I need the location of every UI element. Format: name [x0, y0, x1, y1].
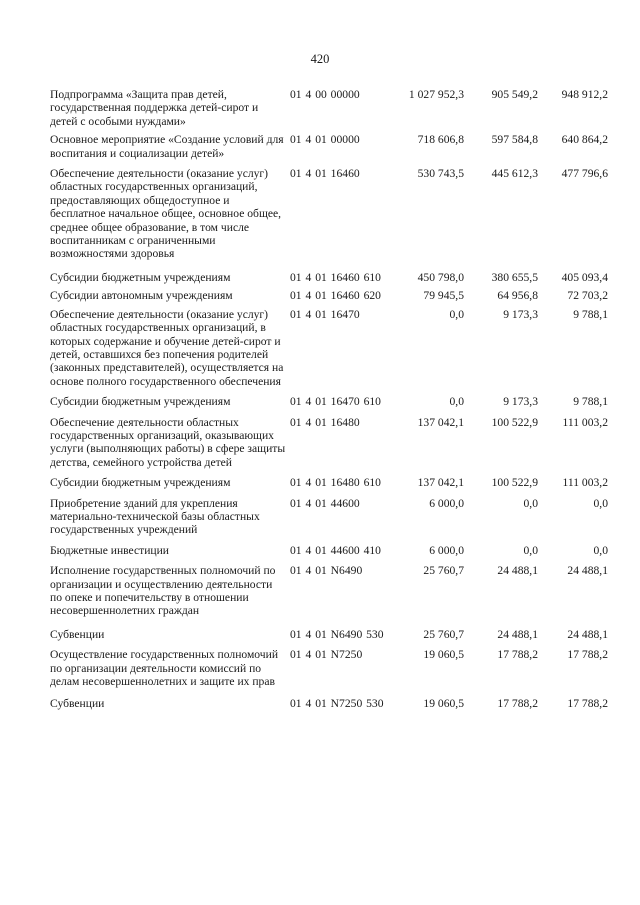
- row-value-2: 24 488,1: [497, 564, 538, 578]
- row-value-1: 6 000,0: [429, 496, 464, 510]
- row-value-2: 64 956,8: [497, 289, 538, 303]
- row-value-1: 0,0: [449, 395, 464, 409]
- row-value-1: 19 060,5: [423, 648, 464, 662]
- row-value-3: 9 788,1: [573, 307, 608, 321]
- row-name: Субвенции: [50, 627, 105, 641]
- row-name: Осуществление государственных полномочий по организации деятельности комиссий по делам несовершеннолетних и защите их прав: [50, 648, 279, 689]
- row-name: Субсидии автономным учреждениям: [50, 289, 233, 303]
- row-value-3: 17 788,2: [567, 697, 608, 711]
- row-value-3: 72 703,2: [567, 289, 608, 303]
- row-code: 01 4 00 00000: [290, 88, 360, 101]
- row-value-1: 0,0: [449, 307, 464, 321]
- table-row: [50, 564, 616, 618]
- row-name: Субсидии бюджетным учреждениям: [50, 395, 231, 409]
- row-value-3: 477 796,6: [561, 167, 608, 181]
- row-value-1: 450 798,0: [417, 270, 464, 284]
- table-row: [50, 308, 616, 388]
- row-value-2: 0,0: [523, 543, 538, 557]
- row-value-2: 905 549,2: [491, 88, 538, 101]
- row-value-1: 530 743,5: [417, 167, 464, 181]
- row-code: 01 4 01 16460 610: [290, 270, 381, 284]
- row-name: Обеспечение деятельности (оказание услуг) областных государственных организаций, в которых содержание и обучение детей-сирот и детей, оставшихся без попечения родителей (законных представителей), осуществляется на основе полного государственного обеспечения: [50, 307, 284, 388]
- row-value-1: 1 027 952,3: [408, 88, 464, 101]
- table-row: [50, 416, 616, 470]
- row-name: Обеспечение деятельности (оказание услуг) областных государственных организаций, предоставляющих общедоступное и бесплатное начальное общее, основное общее, среднее общее образование, в том числе воспитанникам с ограниченными возможностями здоровья: [50, 167, 282, 261]
- row-code: 01 4 01 16460: [290, 167, 360, 181]
- row-code: 01 4 01 16470 610: [290, 395, 381, 409]
- row-value-3: 24 488,1: [567, 564, 608, 578]
- table-row: [50, 476, 616, 489]
- table-row: [50, 544, 616, 557]
- row-value-1: 718 606,8: [417, 133, 464, 147]
- row-value-3: 640 864,2: [561, 133, 608, 147]
- row-value-3: 0,0: [593, 496, 608, 510]
- row-code: 01 4 01 16460 620: [290, 289, 381, 303]
- row-value-2: 17 788,2: [497, 648, 538, 662]
- row-value-2: 380 655,5: [491, 270, 538, 284]
- budget-table: [50, 88, 616, 711]
- row-code: 01 4 01 44600 410: [290, 543, 381, 557]
- row-value-3: 9 788,1: [573, 395, 608, 409]
- row-value-1: 6 000,0: [429, 543, 464, 557]
- table-row: [50, 648, 616, 688]
- page-number: 420: [310, 52, 330, 66]
- row-value-2: 100 522,9: [491, 415, 538, 429]
- row-value-1: 137 042,1: [417, 476, 464, 490]
- row-name: Обеспечение деятельности областных государственных организаций, оказывающих услуги (выполняющих работы) в сфере защиты детства, семейного устройства детей: [50, 415, 286, 469]
- row-code: 01 4 01 N6490: [290, 564, 363, 578]
- table-row: [50, 697, 616, 710]
- table-row: [50, 289, 616, 302]
- row-value-2: 9 173,3: [503, 395, 538, 409]
- row-name: Подпрограмма «Защита прав детей, государственная поддержка детей-сирот и детей с особыми нуждами»: [50, 88, 259, 128]
- row-value-3: 111 003,2: [562, 476, 608, 490]
- table-row: [50, 497, 616, 537]
- row-code: 01 4 01 16480: [290, 415, 360, 429]
- row-name: Субвенции: [50, 697, 105, 711]
- row-code: 01 4 01 N7250 530: [290, 697, 384, 711]
- row-value-2: 445 612,3: [491, 167, 538, 181]
- row-value-2: 9 173,3: [503, 307, 538, 321]
- row-value-2: 0,0: [523, 496, 538, 510]
- row-name: Субсидии бюджетным учреждениям: [50, 270, 231, 284]
- row-code: 01 4 01 N6490 530: [290, 627, 384, 641]
- row-value-1: 19 060,5: [423, 697, 464, 711]
- row-value-1: 79 945,5: [423, 289, 464, 303]
- row-code: 01 4 01 00000: [290, 133, 360, 147]
- row-code: 01 4 01 44600: [290, 496, 360, 510]
- row-value-2: 597 584,8: [491, 133, 538, 147]
- table-row: [50, 271, 616, 284]
- row-name: Исполнение государственных полномочий по организации и осуществлению деятельности по опеке и попечительству в отношении несовершеннолетних граждан: [50, 564, 276, 618]
- row-value-3: 17 788,2: [567, 648, 608, 662]
- row-code: 01 4 01 16470: [290, 307, 360, 321]
- row-value-1: 25 760,7: [423, 627, 464, 641]
- row-value-3: 111 003,2: [562, 415, 608, 429]
- row-value-1: 25 760,7: [423, 564, 464, 578]
- table-row: [50, 395, 616, 408]
- row-value-2: 17 788,2: [497, 697, 538, 711]
- row-code: 01 4 01 16480 610: [290, 476, 381, 490]
- row-name: Основное мероприятие «Создание условий для воспитания и социализации детей»: [50, 133, 284, 160]
- table-row: [50, 88, 616, 128]
- table-row: [50, 167, 616, 261]
- row-code: 01 4 01 N7250: [290, 648, 363, 662]
- table-row: [50, 628, 616, 641]
- row-name: Приобретение зданий для укрепления материально-технической базы областных государственных учреждений: [50, 496, 260, 537]
- row-value-3: 405 093,4: [561, 270, 608, 284]
- row-value-3: 24 488,1: [567, 627, 608, 641]
- row-value-3: 948 912,2: [561, 88, 608, 101]
- row-name: Субсидии бюджетным учреждениям: [50, 476, 231, 490]
- row-value-3: 0,0: [593, 543, 608, 557]
- row-value-1: 137 042,1: [417, 415, 464, 429]
- row-value-2: 24 488,1: [497, 627, 538, 641]
- row-name: Бюджетные инвестиции: [50, 543, 170, 557]
- table-row: [50, 133, 616, 160]
- row-value-2: 100 522,9: [491, 476, 538, 490]
